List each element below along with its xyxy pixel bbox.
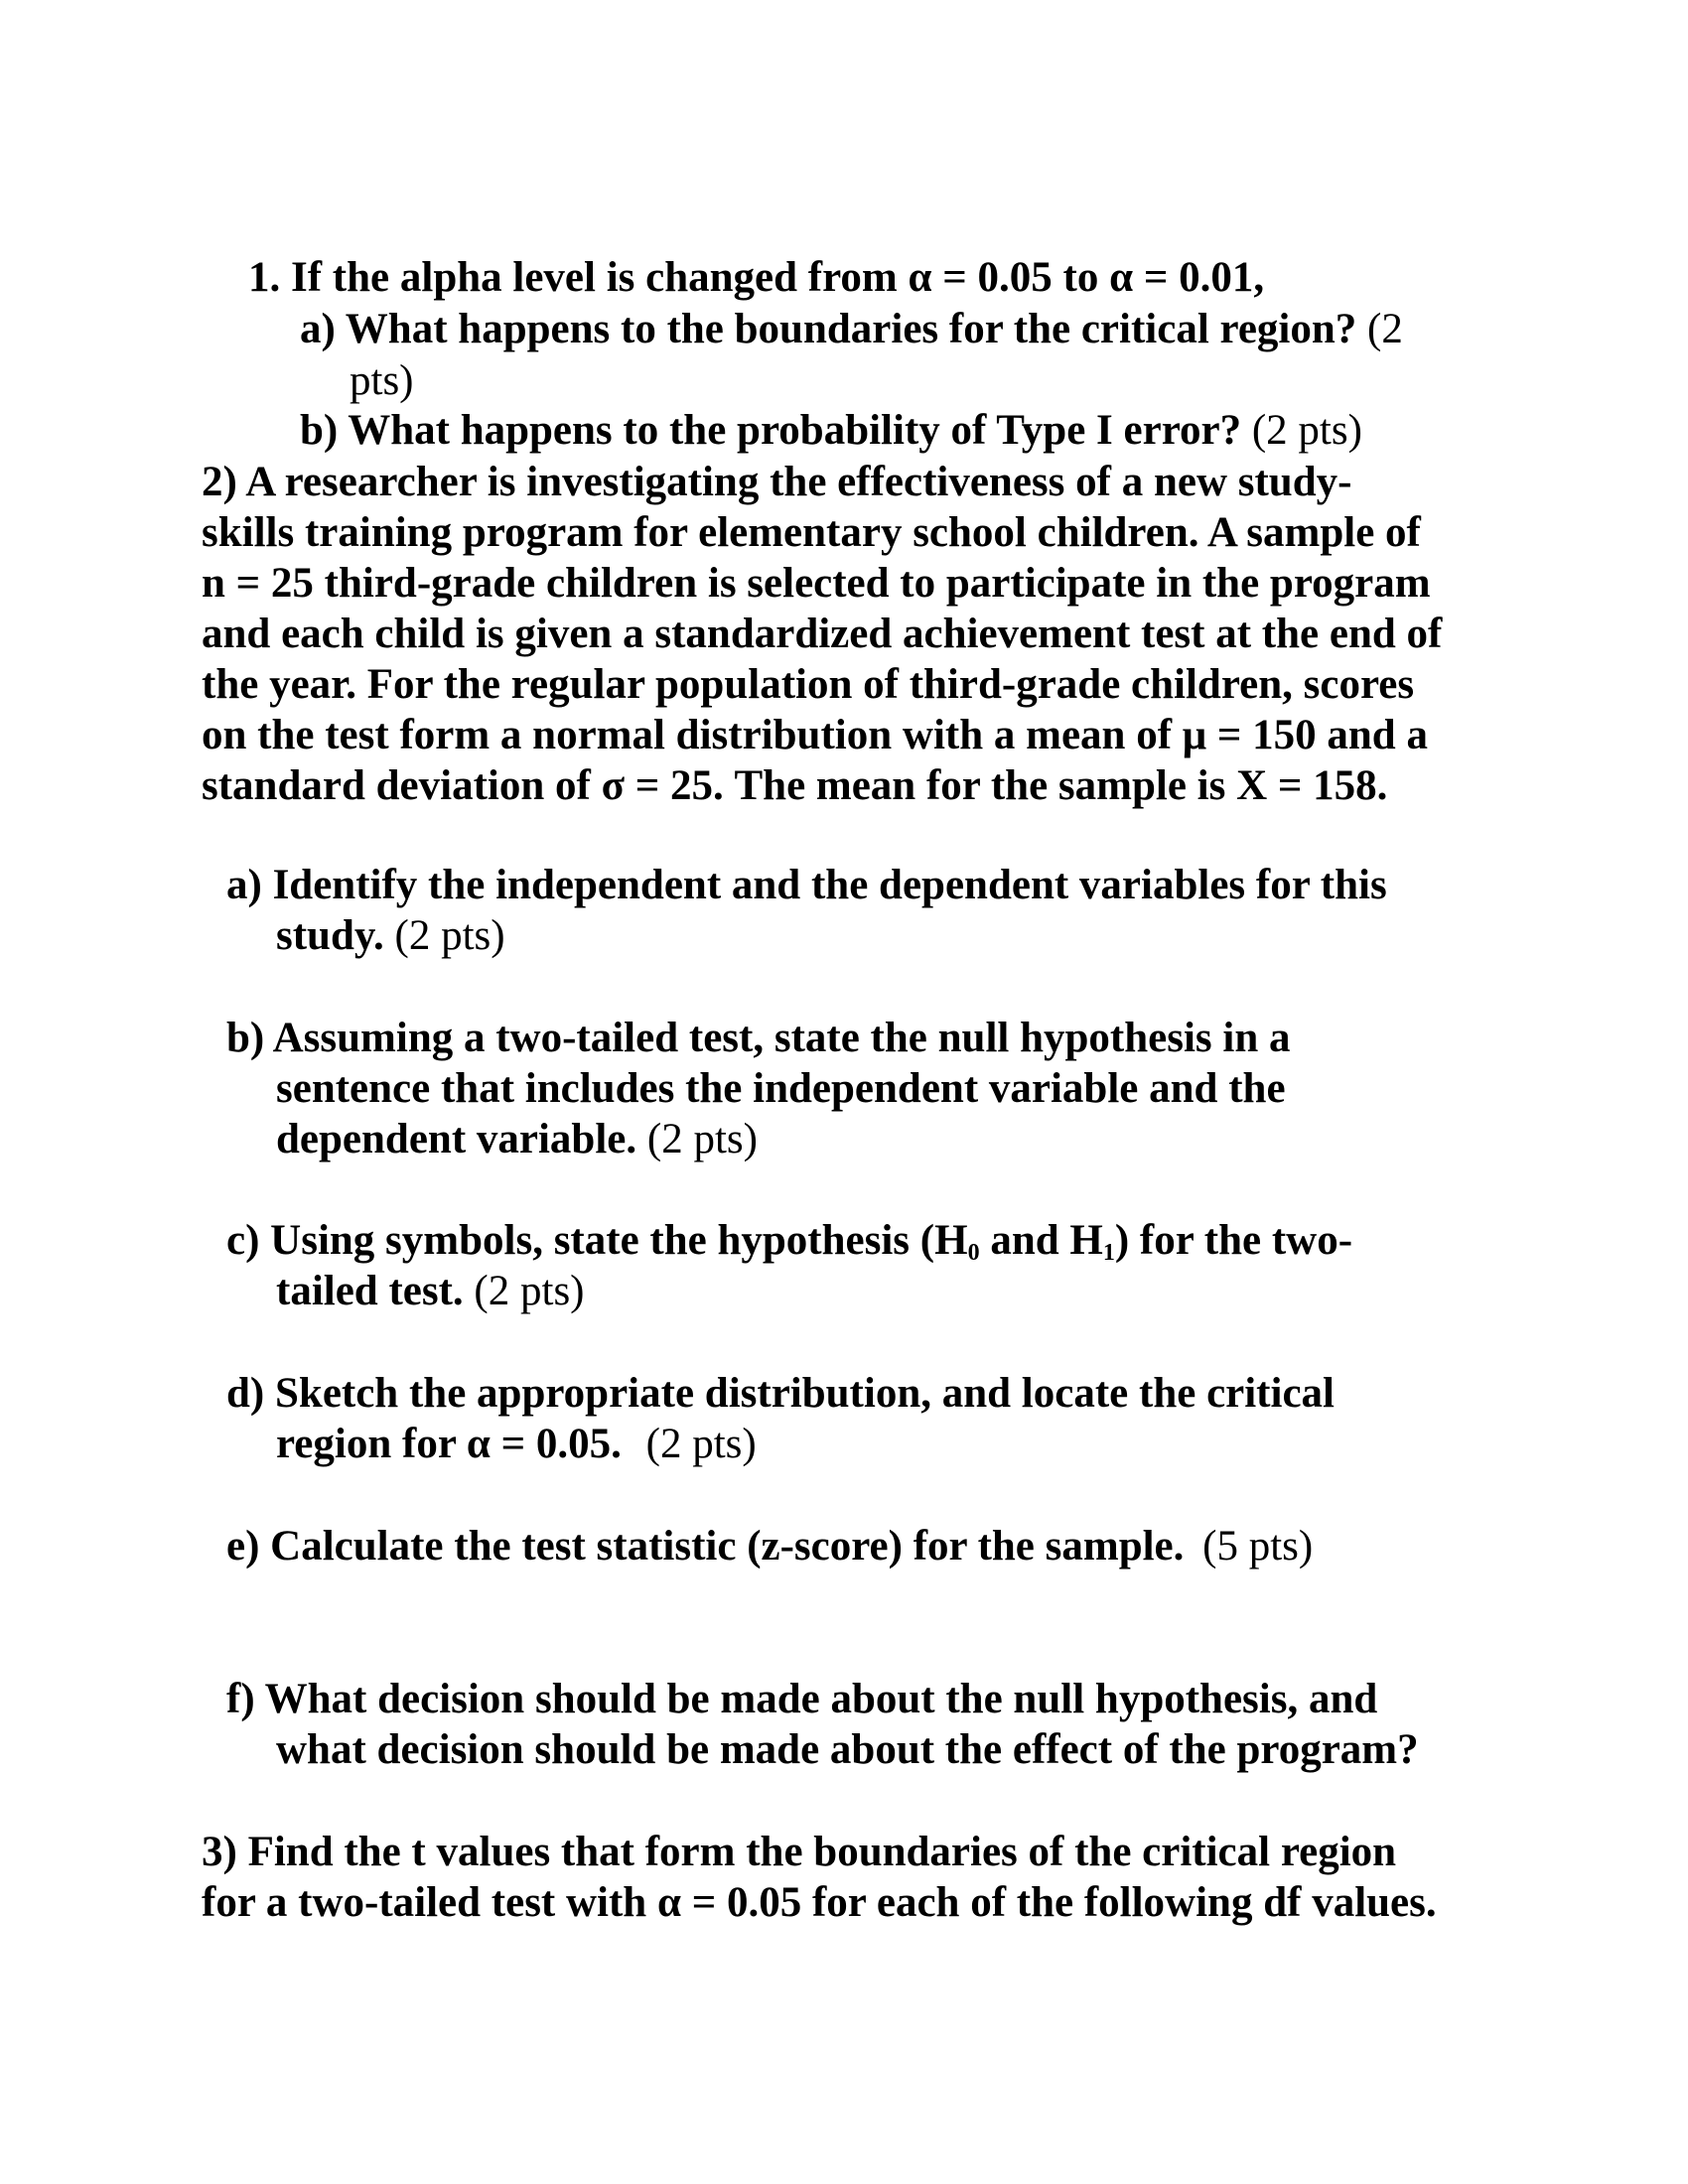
q2b-line3: [276, 1114, 758, 1165]
q3-line1: 3) Find the t values that form the boundaries of the critical region: [202, 1829, 1397, 1875]
q2-stem-line: and each child is given a standardized achievement test at the end of: [202, 611, 1443, 657]
h0-subscript: 0: [967, 1240, 980, 1266]
q1a-text: a) What happens to the boundaries for the critical region?: [300, 306, 1357, 352]
q3-line2: for a two-tailed test with α = 0.05 for each of the following df values.: [202, 1879, 1437, 1926]
q1b-text: b) What happens to the probability of Type I error?: [300, 407, 1242, 454]
q2c-text: tailed test.: [276, 1268, 464, 1314]
q2d-points: (2 pts): [645, 1421, 757, 1467]
q1-stem: 1. If the alpha level is changed from α = 0.05 to α = 0.01,: [248, 254, 1265, 301]
q1b-points: (2 pts): [1251, 407, 1362, 454]
q2-stem-line: the year. For the regular population of third-grade children, scores: [202, 661, 1415, 708]
q2d-line2: [276, 1419, 757, 1470]
q2b-line1: b) Assuming a two-tailed test, state the null hypothesis in a: [226, 1015, 1291, 1061]
q2e-points: (5 pts): [1202, 1523, 1314, 1570]
q2e-line1: [226, 1521, 1313, 1572]
q1a-line1: [300, 304, 1403, 355]
q2a-text: study.: [276, 912, 384, 959]
q2d-line1: d) Sketch the appropriate distribution, and locate the critical: [226, 1370, 1335, 1417]
q2a-line2: [276, 910, 505, 962]
q2c-text-post: ) for the two-: [1114, 1217, 1353, 1264]
q2c-text-pre: c) Using symbols, state the hypothesis (H: [226, 1217, 968, 1264]
q2c-line2: [276, 1266, 585, 1317]
q2c-text-mid: and H: [979, 1217, 1103, 1264]
q2-stem-line: 2) A researcher is investigating the effectiveness of a new study-: [202, 459, 1352, 505]
h1-subscript: 1: [1102, 1240, 1115, 1266]
q1a-points-part1: (2: [1367, 306, 1403, 352]
q2c-line1: [226, 1215, 1352, 1267]
q2-stem-line: n = 25 third-grade children is selected to participate in the program: [202, 560, 1431, 607]
q2b-points: (2 pts): [646, 1116, 758, 1162]
q2e-text: e) Calculate the test statistic (z-score) for the sample.: [226, 1523, 1185, 1570]
q2f-line2: what decision should be made about the effect of the program?: [276, 1726, 1419, 1773]
q2a-line1: a) Identify the independent and the dependent variables for this: [226, 862, 1387, 908]
q2b-line2: sentence that includes the independent variable and the: [276, 1065, 1286, 1112]
q1b-line: [300, 405, 1362, 457]
q2d-text: region for α = 0.05.: [276, 1421, 622, 1467]
q2c-points: (2 pts): [474, 1268, 585, 1314]
q2-stem-line: standard deviation of σ = 25. The mean for the sample is X = 158.: [202, 762, 1388, 809]
q2-stem-line: on the test form a normal distribution with a mean of μ = 150 and a: [202, 712, 1428, 758]
q2a-points: (2 pts): [394, 912, 505, 959]
q2f-line1: f) What decision should be made about the null hypothesis, and: [226, 1676, 1378, 1722]
q1a-points-part2: pts): [350, 357, 414, 404]
q2b-text: dependent variable.: [276, 1116, 637, 1162]
q2-stem-line: skills training program for elementary school children. A sample of: [202, 509, 1421, 556]
